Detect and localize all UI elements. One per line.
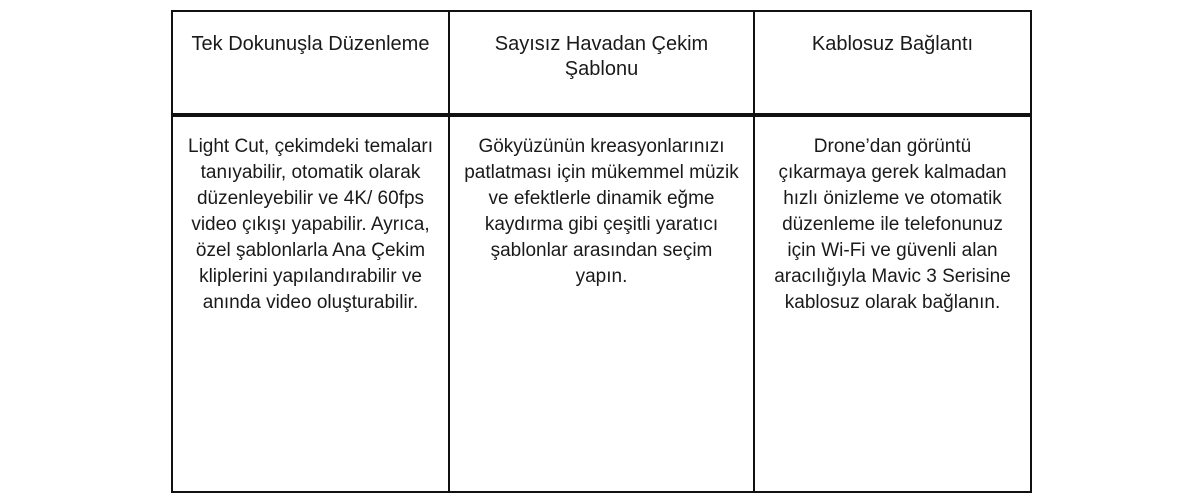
header-wireless-connection: Kablosuz Bağlantı — [811, 33, 974, 55]
table-header-row — [172, 11, 1031, 115]
header-aerial-templates: Sayısız Havadan Çekim Şablonu — [494, 33, 709, 80]
description-one-touch-editing: Light Cut, çekimdeki temaları tanıyabilir, otomatik olarak düzenleyebilir ve 4K/ 60fps video çıkışı yapabilir. Ayrıca, özel şablonlarla Ana Çekim kliplerini yapılandırabilir ve anında video oluşturabilir. — [188, 136, 433, 314]
header-one-touch-editing: Tek Dokunuşla Düzenleme — [191, 33, 430, 55]
header-cell-wireless-connection — [754, 11, 1031, 115]
header-cell-aerial-templates — [449, 11, 754, 115]
body-cell-wireless-connection — [754, 115, 1031, 492]
description-wireless-connection: Drone’dan görüntü çıkarmaya gerek kalmadan hızlı önizleme ve otomatik düzenleme ile telefonunuz için Wi-Fi ve güvenli alan aracılığıyla Mavic 3 Serisine kablosuz olarak bağlanın. — [774, 136, 1011, 314]
feature-comparison-table — [171, 10, 1032, 493]
description-aerial-templates: Gökyüzünün kreasyonlarınızı patlatması için mükemmel müzik ve efektlerle dinamik eğme kaydırma gibi çeşitli yaratıcı şablonlar arasından seçim yapın. — [464, 136, 739, 288]
body-cell-aerial-templates — [449, 115, 754, 492]
body-cell-one-touch-editing — [172, 115, 449, 492]
header-cell-one-touch-editing — [172, 11, 449, 115]
table-body-row — [172, 115, 1031, 492]
